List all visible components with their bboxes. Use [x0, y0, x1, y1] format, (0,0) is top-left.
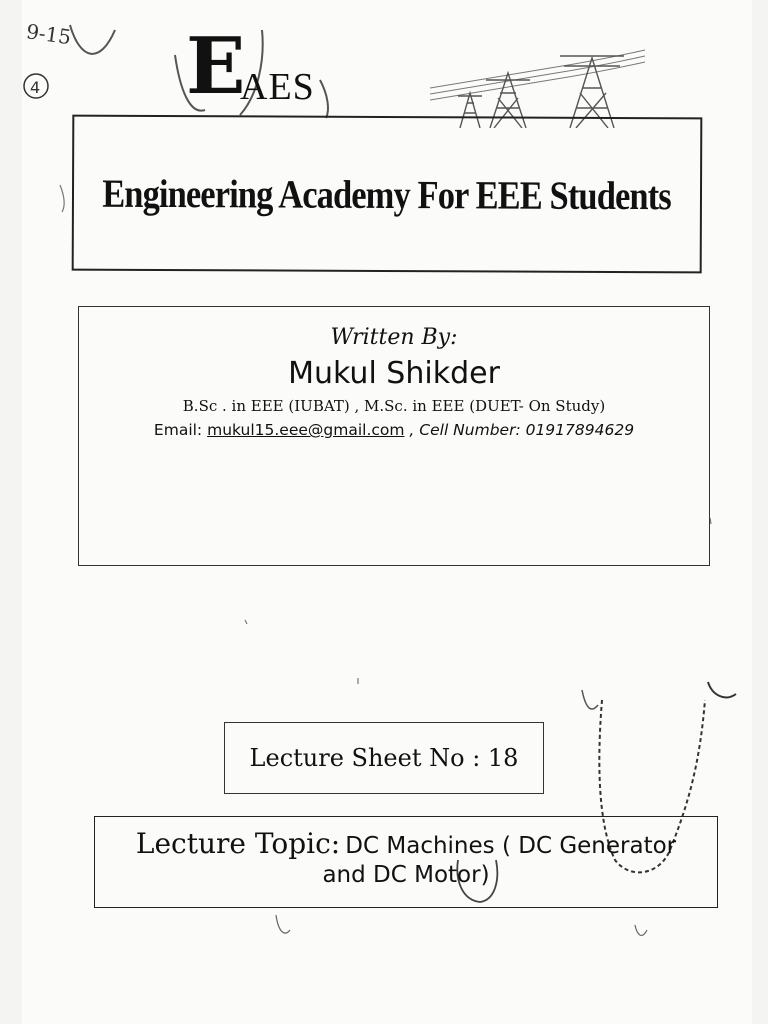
- logo-letter-e: E: [186, 21, 246, 112]
- email-label: Email:: [153, 421, 203, 439]
- svg-text:4: 4: [30, 78, 41, 97]
- title-box: [72, 115, 703, 274]
- topic-label: Lecture Topic:: [135, 827, 341, 860]
- author-degree: B.Sc . in EEE (IUBAT) , M.Sc. in EEE (DUET- On Study): [182, 397, 606, 415]
- written-by-label: Written By:: [330, 325, 458, 350]
- lecture-sheet-box: [224, 722, 544, 794]
- topic-line-2: and DC Motor): [322, 862, 490, 888]
- academy-title: Engineering Academy For EEE Students: [102, 170, 672, 218]
- topic-value: DC Machines ( DC Generator: [345, 833, 677, 859]
- logo-text: AES: [240, 66, 315, 108]
- cell-number: , Cell Number: 01917894629: [409, 421, 635, 439]
- transmission-towers-illustration: [430, 38, 660, 128]
- svg-text:9-15: 9-15: [24, 19, 73, 50]
- topic-line-1: [95, 827, 717, 860]
- author-name: Mukul Shikder: [288, 356, 500, 391]
- lecture-topic-box: [94, 816, 718, 908]
- lecture-sheet-number: Lecture Sheet No : 18: [249, 744, 519, 772]
- author-box: [78, 306, 710, 566]
- email-link[interactable]: mukul15.eee@gmail.com: [207, 421, 405, 439]
- author-contact: [79, 421, 709, 439]
